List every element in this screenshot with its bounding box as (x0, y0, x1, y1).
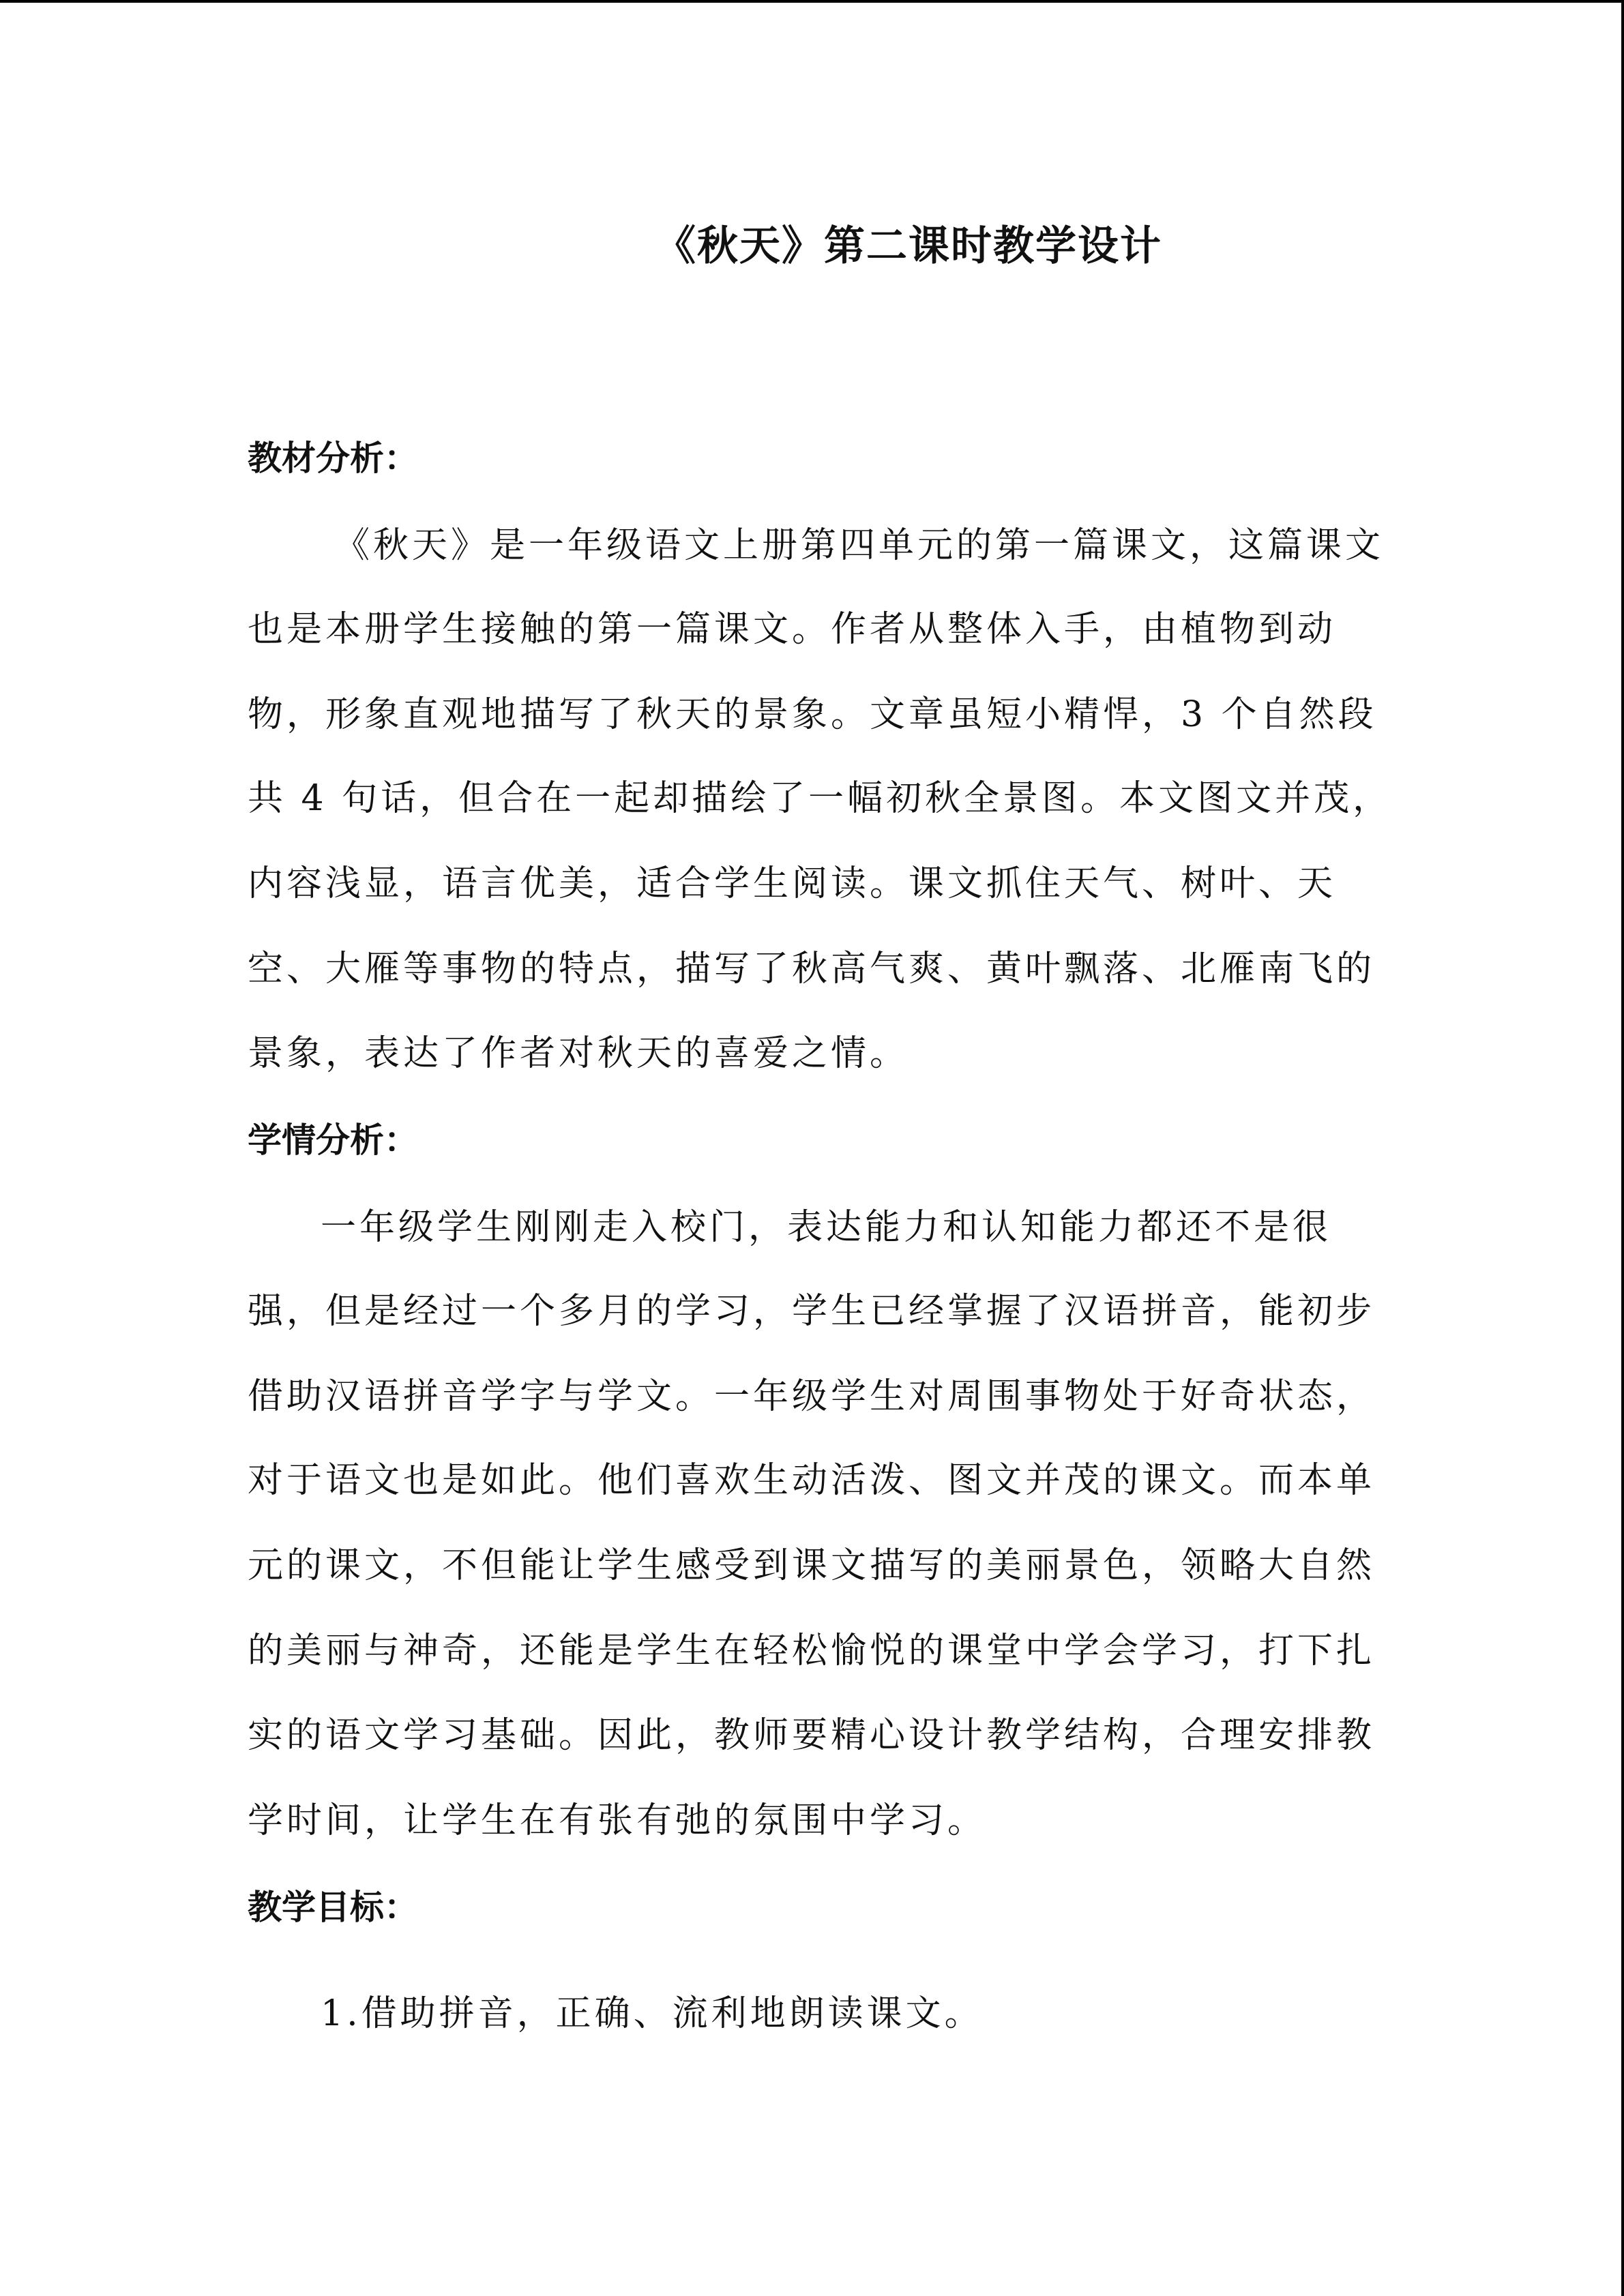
paragraph-line: 元的课文，不但能让学生感受到课文描写的美丽景色，领略大自然 (248, 1545, 1376, 1586)
paragraph-line: 借助汉语拼音学字与学文。一年级学生对周围事物处于好奇状态， (248, 1376, 1376, 1417)
paragraph-line: 内容浅显，语言优美，适合学生阅读。课文抓住天气、树叶、天 (248, 863, 1337, 904)
page-border-top (0, 0, 1624, 3)
page-border-right (1621, 0, 1624, 2296)
document-title: 《秋天》第二课时教学设计 (655, 222, 1162, 270)
paragraph-line: 的美丽与神奇，还能是学生在轻松愉悦的课堂中学会学习，打下扎 (248, 1630, 1376, 1671)
paragraph-line: 《秋天》是一年级语文上册第四单元的第一篇课文，这篇课文 (334, 525, 1385, 566)
paragraph-line: 也是本册学生接触的第一篇课文。作者从整体入手，由植物到动 (248, 609, 1337, 650)
paragraph-line: 物，形象直观地描写了秋天的景象。文章虽短小精悍，3 个自然段 (248, 694, 1377, 735)
paragraph-line: 强，但是经过一个多月的学习，学生已经掌握了汉语拼音，能初步 (248, 1291, 1376, 1332)
paragraph-line: 学时间，让学生在有张有弛的氛围中学习。 (248, 1800, 987, 1841)
section-heading-teaching-goals: 教学目标： (248, 1888, 418, 1927)
paragraph-line: 共 4 句话，但合在一起却描绘了一幅初秋全景图。本文图文并茂， (248, 778, 1392, 819)
paragraph-line: 空、大雁等事物的特点，描写了秋高气爽、黄叶飘落、北雁南飞的 (248, 949, 1376, 989)
paragraph-line: 一年级学生刚刚走入校门，表达能力和认知能力都还不是很 (321, 1207, 1332, 1248)
paragraph-line: 景象，表达了作者对秋天的喜爱之情。 (248, 1033, 909, 1074)
paragraph-line: 实的语文学习基础。因此，教师要精心设计教学结构，合理安排教 (248, 1715, 1376, 1756)
paragraph-line: 对于语文也是如此。他们喜欢生动活泼、图文并茂的课文。而本单 (248, 1460, 1376, 1501)
goal-list-item: 1.借助拼音，正确、流利地朗读课文。 (321, 1993, 984, 2034)
section-heading-learner-analysis: 学情分析： (248, 1120, 418, 1160)
section-heading-textbook-analysis: 教材分析： (248, 438, 418, 478)
